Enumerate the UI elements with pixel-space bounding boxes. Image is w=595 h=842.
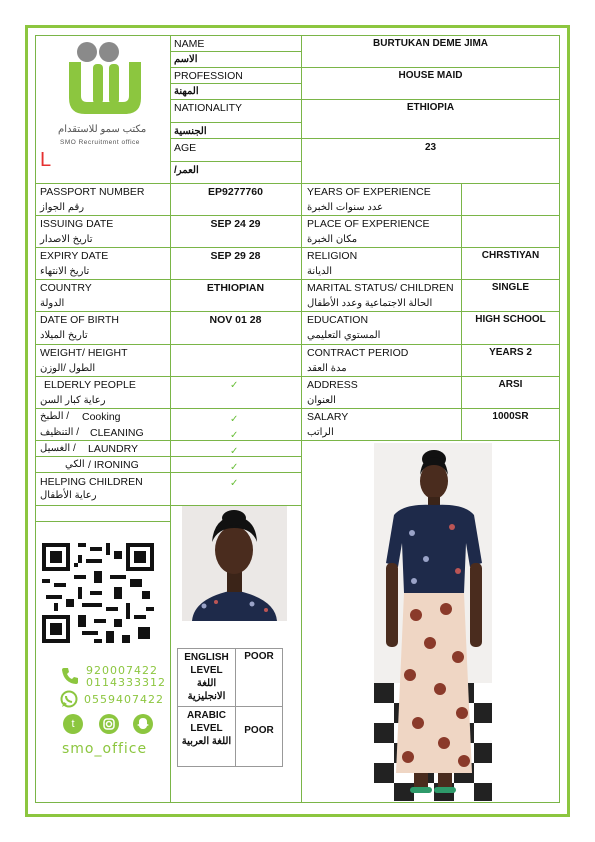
skill-ironing-label-ar: الكي — [65, 459, 85, 470]
instagram-icon[interactable] — [99, 714, 119, 734]
english-language-name: ENGLISH — [184, 652, 229, 663]
nationality-value: ETHIOPIA — [406, 102, 455, 113]
field-value: YEARS 2 — [489, 347, 532, 358]
name-label-ar: الاسم — [174, 54, 198, 65]
logo-english-text: SMO Recruitment office — [60, 139, 140, 146]
elderly-check-icon: ✓ — [230, 380, 239, 391]
field-value: HIGH SCHOOL — [475, 314, 546, 325]
arabic-language-ar: اللغة العربية — [181, 736, 232, 747]
field-label: COUNTRY — [40, 282, 92, 294]
phone-icon — [60, 666, 80, 686]
nationality-label-ar: الجنسية — [174, 126, 207, 137]
age-value: 23 — [424, 142, 437, 153]
language-table — [177, 648, 283, 767]
field-label: CONTRACT PERIOD — [307, 347, 409, 359]
field-label: ADDRESS — [307, 379, 358, 391]
profession-label: PROFESSION — [174, 70, 243, 82]
phone-number-1: 920007422 — [86, 664, 158, 677]
whatsapp-icon — [60, 690, 78, 708]
social-handle: smo_office — [62, 741, 148, 757]
name-value: BURTUKAN DEME JIMA — [373, 38, 488, 49]
field-value: EP9277760 — [208, 186, 263, 198]
skill-elderly-label: ELDERLY PEOPLE — [44, 379, 136, 391]
field-label-ar: مدة العقد — [307, 363, 347, 374]
whatsapp-number: 0559407422 — [84, 693, 164, 706]
field-label: DATE OF BIRTH — [40, 314, 119, 326]
skill-laundry-label: LAUNDRY — [88, 443, 138, 455]
arabic-language-name: ARABIC — [187, 710, 226, 721]
cleaning-check-icon: ✓ — [230, 430, 239, 441]
field-label-ar: رقم الجواز — [40, 202, 85, 213]
field-label: MARITAL STATUS/ CHILDREN — [307, 282, 454, 294]
field-value: ETHIOPIAN — [206, 282, 265, 294]
field-value: 1000SR — [492, 411, 529, 422]
field-value: ARSI — [498, 379, 523, 390]
cooking-check-icon: ✓ — [230, 414, 239, 425]
name-label: NAME — [174, 38, 205, 50]
skill-cooking-label: Cooking — [82, 411, 121, 423]
age-label-ar: /العمر — [174, 165, 199, 176]
field-label: EDUCATION — [307, 314, 369, 326]
laundry-check-icon: ✓ — [230, 446, 239, 457]
qr-code-icon — [42, 543, 154, 643]
skill-elderly-label-ar: رعاية كبار السن — [40, 395, 106, 406]
field-value: SEP 24 29 — [210, 218, 261, 230]
skill-cooking-label-ar: الطبخ / — [40, 411, 70, 422]
field-label: ISSUING DATE — [40, 218, 114, 230]
field-label-ar: العنوان — [307, 395, 336, 406]
age-label: AGE — [174, 142, 197, 154]
full-body-photo — [374, 443, 492, 801]
arabic-level-value: POOR — [244, 725, 274, 736]
field-value: CHRSTIYAN — [481, 250, 540, 261]
english-level-value: POOR — [244, 651, 274, 662]
english-language-sub: LEVEL — [190, 665, 223, 676]
phone-number-2: 0114333312 — [86, 676, 166, 689]
letter-mark: L — [40, 149, 52, 171]
field-label: RELIGION — [307, 250, 358, 262]
skill-cleaning-label-ar: التنظيف / — [40, 427, 79, 438]
twitter-icon[interactable]: t — [63, 714, 83, 734]
field-value: NOV 01 28 — [209, 314, 262, 326]
field-label: SALARY — [307, 411, 349, 423]
profession-value: HOUSE MAID — [398, 70, 463, 81]
logo-arabic-text: مكتب سمو للاستقدام — [58, 124, 147, 135]
field-value: SEP 29 28 — [210, 250, 261, 262]
profession-label-ar: المهنة — [174, 86, 199, 97]
field-label-ar: الراتب — [307, 427, 334, 438]
field-label-ar: مكان الخبرة — [307, 234, 358, 245]
english-language-ar: اللغة الانجليزية — [187, 678, 226, 702]
skill-children-label: HELPING CHILDREN — [40, 476, 143, 488]
field-label: EXPIRY DATE — [40, 250, 109, 262]
skill-laundry-label-ar: الغسيل / — [40, 443, 76, 454]
field-label-ar: الحالة الاجتماعية وعدد الأطفال — [307, 298, 433, 309]
skill-ironing-label: / IRONING — [88, 459, 139, 471]
snapchat-icon[interactable] — [133, 714, 153, 734]
arabic-language-sub: LEVEL — [190, 723, 223, 734]
field-label-ar: الدولة — [40, 298, 65, 309]
field-label-ar: تاريخ الميلاد — [40, 330, 88, 341]
field-label: PASSPORT NUMBER — [40, 186, 145, 198]
skill-children-label-ar: رعاية الأطفال — [40, 490, 97, 501]
field-label: PLACE OF EXPERIENCE — [307, 218, 430, 230]
field-label-ar: عدد سنوات الخبرة — [307, 202, 384, 213]
field-label-ar: الديانة — [307, 266, 333, 277]
ironing-check-icon: ✓ — [230, 462, 239, 473]
skill-cleaning-label: CLEANING — [90, 427, 144, 439]
children-check-icon: ✓ — [230, 478, 239, 489]
nationality-label: NATIONALITY — [174, 102, 243, 114]
field-label: WEIGHT/ HEIGHT — [40, 347, 128, 359]
field-value: SINGLE — [491, 282, 530, 293]
company-logo — [55, 38, 155, 118]
field-label-ar: تاريخ الانتهاء — [40, 266, 90, 277]
field-label: YEARS OF EXPERIENCE — [307, 186, 431, 198]
portrait-photo — [182, 506, 287, 621]
field-label-ar: المستوي التعليمي — [307, 330, 381, 341]
field-label-ar: الطول /الوزن — [40, 363, 96, 374]
field-label-ar: تاريخ الاصدار — [40, 234, 93, 245]
